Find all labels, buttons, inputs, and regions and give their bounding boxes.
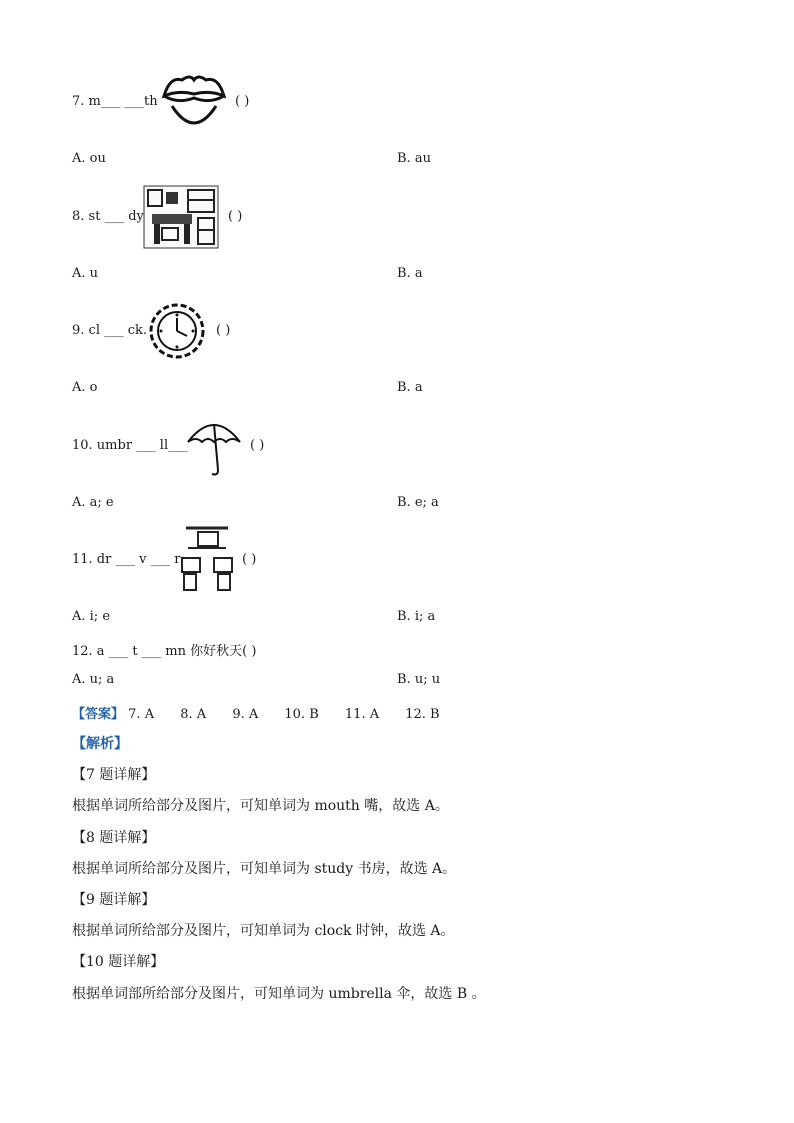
answer-items bbox=[128, 707, 461, 722]
question-8-option-b[interactable]: B. a bbox=[397, 266, 423, 281]
question-7-option-b[interactable]: B. au bbox=[397, 151, 431, 166]
answer-tag: 【答案】 bbox=[72, 707, 125, 722]
driver-icon bbox=[178, 524, 236, 594]
question-8-option-a[interactable]: A. u bbox=[72, 266, 99, 281]
answer-line bbox=[72, 703, 462, 722]
clock-icon bbox=[148, 302, 206, 360]
question-7-stem: 7. m___ ___th bbox=[72, 94, 158, 109]
mouth-icon bbox=[160, 70, 228, 134]
detail-7-heading: 【7 题详解】 bbox=[72, 767, 156, 783]
detail-8-text: 根据单词所给部分及图片，可知单词为 study 书房，故选 A。 bbox=[72, 861, 457, 877]
answer-item: 11. A bbox=[344, 707, 380, 722]
question-12-option-a[interactable]: A. u; a bbox=[72, 672, 115, 687]
question-9-stem: 9. cl ___ ck. bbox=[72, 323, 148, 338]
detail-9-heading: 【9 题详解】 bbox=[72, 892, 156, 908]
answer-item: 9. A bbox=[232, 707, 259, 722]
study-room-icon bbox=[142, 184, 220, 250]
question-12-stem bbox=[72, 640, 256, 659]
question-12-option-b[interactable]: B. u; u bbox=[397, 672, 441, 687]
question-8-paren[interactable]: ( ) bbox=[228, 209, 243, 224]
detail-7-text: 根据单词所给部分及图片，可知单词为 mouth 嘴，故选 A。 bbox=[72, 798, 449, 814]
question-10-stem: 10. umbr ___ ll___ bbox=[72, 438, 188, 453]
answer-item: 8. A bbox=[180, 707, 207, 722]
question-10-option-b[interactable]: B. e; a bbox=[397, 495, 439, 510]
question-7-paren[interactable]: ( ) bbox=[235, 94, 250, 109]
analysis-tag: 【解析】 bbox=[72, 736, 128, 752]
question-12-paren[interactable]: ( ) bbox=[242, 644, 257, 659]
detail-10-heading: 【10 题详解】 bbox=[72, 954, 165, 970]
question-8-stem: 8. st ___ dy bbox=[72, 209, 144, 224]
answer-item: 7. A bbox=[128, 707, 155, 722]
question-7-option-a[interactable]: A. ou bbox=[72, 151, 106, 166]
question-9-paren[interactable]: ( ) bbox=[216, 323, 231, 338]
question-11-option-b[interactable]: B. i; a bbox=[397, 609, 436, 624]
detail-9-text: 根据单词所给部分及图片，可知单词为 clock 时钟，故选 A。 bbox=[72, 923, 455, 939]
question-10-option-a[interactable]: A. a; e bbox=[72, 495, 114, 510]
question-12-stem-text: 12. a ___ t ___ mn 你好秋天 bbox=[72, 644, 243, 659]
question-10-paren[interactable]: ( ) bbox=[250, 438, 265, 453]
umbrella-icon bbox=[184, 414, 244, 478]
detail-10-text: 根据单词部所给部分及图片，可知单词为 umbrella 伞，故选 B 。 bbox=[72, 986, 486, 1002]
question-9-option-a[interactable]: A. o bbox=[72, 380, 98, 395]
question-11-paren[interactable]: ( ) bbox=[242, 552, 257, 567]
question-9-option-b[interactable]: B. a bbox=[397, 380, 423, 395]
answer-item: 10. B bbox=[284, 707, 319, 722]
question-11-stem: 11. dr ___ v ___ r bbox=[72, 552, 181, 567]
question-11-option-a[interactable]: A. i; e bbox=[72, 609, 111, 624]
answer-item: 12. B bbox=[405, 707, 440, 722]
detail-8-heading: 【8 题详解】 bbox=[72, 830, 156, 846]
